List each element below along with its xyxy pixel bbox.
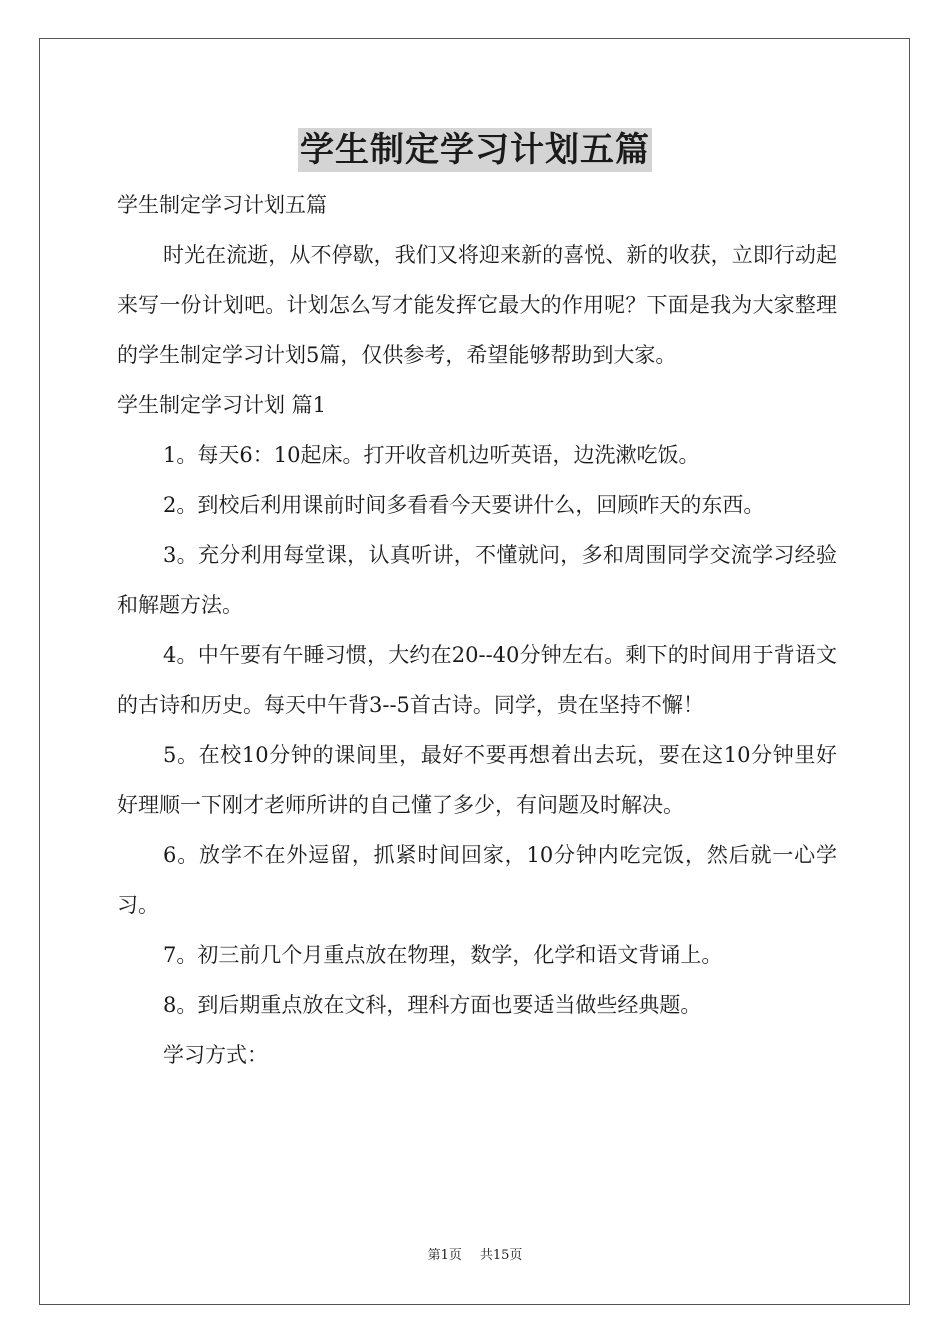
- document-title: 学生制定学习计划五篇: [300, 130, 650, 170]
- list-item: 6。放学不在外逗留，抓紧时间回家，10分钟内吃完饭，然后就一心学习。: [117, 843, 837, 917]
- list-item: 2。到校后利用课前时间多看看今天要讲什么，回顾昨天的东西。: [163, 493, 765, 517]
- list-item: 7。初三前几个月重点放在物理，数学，化学和语文背诵上。: [163, 943, 723, 967]
- title-container: [0, 128, 950, 172]
- page-number-total: 共15页: [479, 1248, 523, 1263]
- paragraph: 学习方式：: [163, 1043, 268, 1067]
- paragraph: 时光在流逝，从不停歇，我们又将迎来新的喜悦、新的收获，立即行动起来写一份计划吧。计划怎么写才能发挥它最大的作用呢？下面是我为大家整理的学生制定学习计划5篇，仅供参考，希望能够帮助到大家。: [117, 243, 837, 367]
- list-item: 4。中午要有午睡习惯，大约在20--40分钟左右。剩下的时间用于背语文的古诗和历史。每天中午背3--5首古诗。同学，贵在坚持不懈！: [117, 643, 837, 717]
- list-item: 5。在校10分钟的课间里，最好不要再想着出去玩，要在这10分钟里好好理顺一下刚才老师所讲的自己懂了多少，有问题及时解决。: [117, 743, 837, 817]
- page-footer: [0, 1246, 950, 1266]
- list-item: 3。充分利用每堂课，认真听讲，不懂就问，多和周围同学交流学习经验和解题方法。: [117, 543, 837, 617]
- page-number-current: 第1页: [427, 1248, 462, 1263]
- list-item: 8。到后期重点放在文科，理科方面也要适当做些经典题。: [163, 993, 702, 1017]
- paragraph: 学生制定学习计划五篇: [117, 193, 327, 217]
- list-item: 1。每天6：10起床。打开收音机边听英语，边洗漱吃饭。: [163, 443, 700, 467]
- section-heading: 学生制定学习计划 篇1: [117, 393, 327, 417]
- document-body: [117, 180, 837, 1080]
